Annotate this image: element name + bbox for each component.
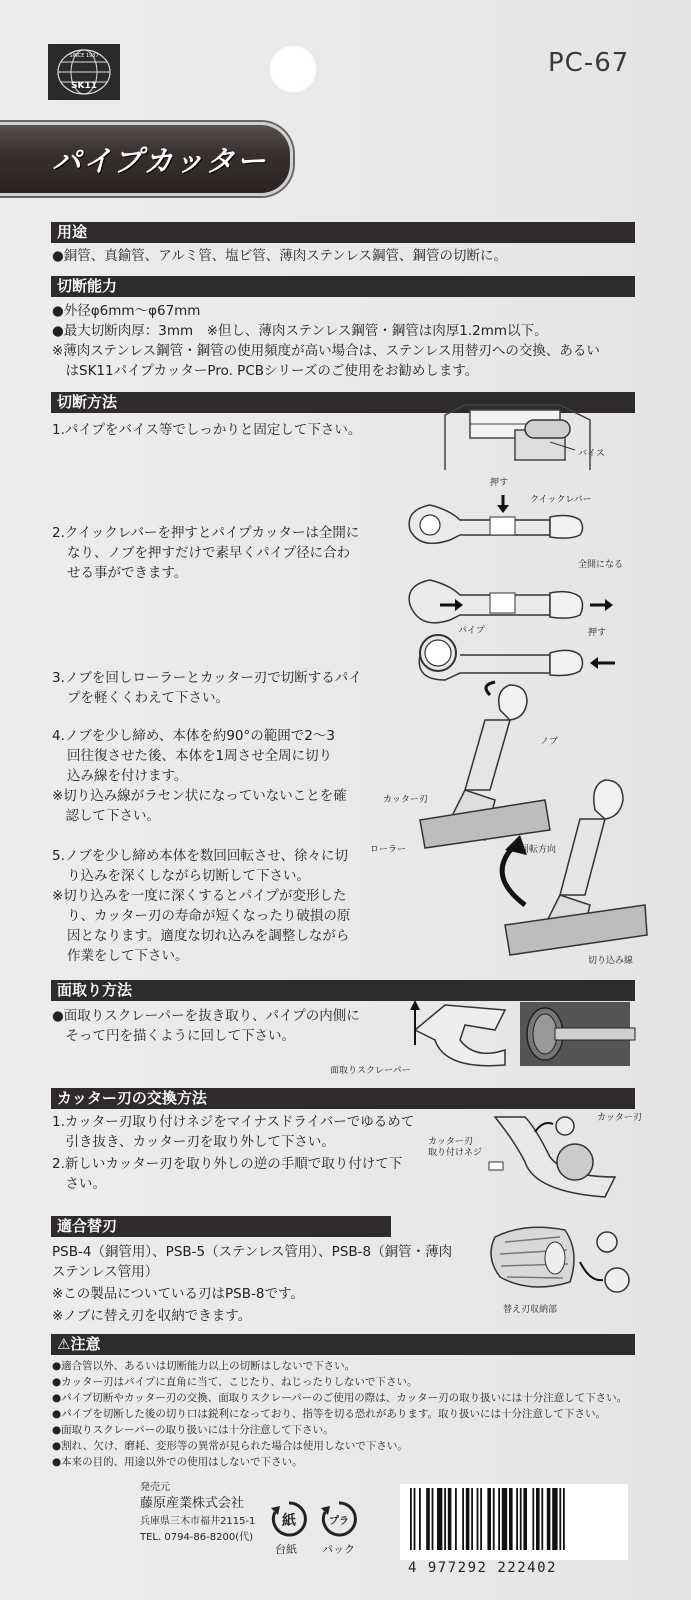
plastic-recycle-glyph: プラ xyxy=(329,1516,349,1527)
usage-line: ●銅管、真鍮管、アルミ管、塩ビ管、薄肉ステンレス鋼管、鋼管の切断に。 xyxy=(52,248,508,264)
blades-line: ※ノブに替え刃を収納できます。 xyxy=(52,1308,252,1324)
method-step4: 回往復させた後、本体を1周させ全周に切り xyxy=(67,748,333,764)
barcode-bar xyxy=(480,1488,482,1550)
method-step5: り、カッター刃の寿命が短くなったり破損の原 xyxy=(67,908,351,924)
label-chamfer-scraper: 面取りスクレーパー xyxy=(330,1066,411,1076)
label-full-open: 全開になる xyxy=(578,560,624,570)
barcode-bar xyxy=(536,1488,540,1550)
method-step5: 5.ノブを少し締め本体を数回回転させ、徐々に切 xyxy=(52,848,348,864)
method-step5: 作業をして下さい。 xyxy=(67,948,189,964)
label-replace-screw-1: カッター刃 xyxy=(428,1137,473,1147)
company-address: 兵庫県三木市福井2115-1 xyxy=(140,1516,256,1527)
sk11-logo xyxy=(48,44,120,100)
blades-line: PSB-4（銅管用）、PSB-5（ステンレス管用）、PSB-8（銅管・薄肉 xyxy=(52,1244,453,1260)
barcode-bar xyxy=(493,1488,495,1550)
caution-line: ●パイプ切断やカッター刃の交換、面取りスクレーパーのご使用の際は、カッター刃の取り扱いには十分注意して下さい。 xyxy=(52,1392,628,1404)
method-step2: 2.クイックレバーを押すとパイプカッターは全開に xyxy=(52,525,360,541)
chamfer-line: ●面取りスクレーパーを抜き取り、パイプの内側に xyxy=(52,1008,360,1024)
capacity-line: ●最大切断肉厚：3mm ※但し、薄肉ステンレス鋼管・鋼管は肉厚1.2mm以下。 xyxy=(52,323,548,339)
company-tel: TEL. 0794-86-8200(代) xyxy=(140,1532,253,1543)
barcode-bar xyxy=(547,1488,551,1550)
knob-storage-illustration xyxy=(485,1222,645,1302)
capacity-line: はSK11パイプカッターPro. PCBシリーズのご使用をお勧めします。 xyxy=(52,363,479,379)
label-quick-lever: クイックレバー xyxy=(530,495,592,505)
barcode-bar xyxy=(462,1488,464,1550)
method-step4: 4.ノブを少し締め、本体を約90°の範囲で2〜3 xyxy=(52,728,335,744)
chamfer-line: そって円を描くように回して下さい。 xyxy=(52,1028,295,1044)
method-step4: ※切り込み線がラセン状になっていないことを確 xyxy=(52,788,347,804)
method-step3: 3.ノブを回しローラーとカッター刃で切断するパイ xyxy=(52,670,362,686)
label-roller: ローラー xyxy=(370,845,407,855)
barcode-bar xyxy=(444,1488,446,1550)
section-usage-heading: 用途 xyxy=(51,222,635,243)
product-title-banner xyxy=(0,122,293,196)
caution-line: ●適合管以外、あるいは切断能力以上の切断はしないで下さい。 xyxy=(52,1360,356,1372)
label-cutter-blade: カッター刃 xyxy=(383,795,428,805)
label-rotation: 回転方向 xyxy=(520,845,557,855)
section-replace-heading: カッター刃の交換方法 xyxy=(51,1088,635,1109)
paper-recycle-label: 台紙 xyxy=(275,1543,297,1556)
label-replace-screw-2: 取り付けネジ xyxy=(428,1148,483,1158)
barcode-bar xyxy=(477,1488,479,1550)
capacity-line: ●外径φ6mm〜φ67mm xyxy=(52,303,201,319)
barcode-bar xyxy=(520,1488,522,1550)
method-step1: 1.パイプをバイス等でしっかりと固定して下さい。 xyxy=(52,422,362,438)
label-vise: バイス xyxy=(578,449,605,459)
label-cut-line: 切り込み線 xyxy=(588,956,634,966)
label-knob: ノブ xyxy=(540,737,559,747)
method-step3: プを軽くくわえて下さい。 xyxy=(67,690,229,706)
replace-line: さい。 xyxy=(52,1176,106,1192)
logo-text: SK11 xyxy=(71,81,97,91)
chamfer-illustration xyxy=(405,1000,645,1070)
method-step5: 因となります。適度な切れ込みを調整しながら xyxy=(67,928,350,944)
barcode-number: 4 977292 222402 xyxy=(408,1560,557,1576)
barcode-bars xyxy=(400,1484,628,1554)
company-name: 藤原産業株式会社 xyxy=(140,1496,245,1511)
vise-illustration xyxy=(440,400,640,475)
replace-line: 2.新しいカッター刃を取り外しの逆の手順で取り付けて下 xyxy=(52,1156,403,1172)
caution-line: ●パイプを切断した後の切り口は鋭利になっており、指等を切る恐れがあります。取り扱いには十分注意して下さい。 xyxy=(52,1408,607,1420)
section-blades-heading: 適合替刃 xyxy=(51,1216,391,1237)
paper-recycle-glyph: 紙 xyxy=(282,1513,296,1529)
method-step5: ※切り込みを一度に深くするとパイプが変形した xyxy=(52,888,347,904)
barcode-bar xyxy=(487,1488,491,1550)
barcode-bar xyxy=(502,1488,507,1550)
barcode-bar xyxy=(563,1488,565,1550)
caution-line: ●カッター刃はパイプに直角に当て、こじたり、ねじったりしないで下さい。 xyxy=(52,1376,418,1388)
caution-line: ●本来の目的、用途以外での使用はしないで下さい。 xyxy=(52,1456,303,1468)
plastic-recycle-label: パック xyxy=(322,1543,355,1556)
barcode-bar xyxy=(541,1488,543,1550)
logo-ring-text: SINCE 1937 xyxy=(69,53,99,59)
barcode-bar xyxy=(471,1488,473,1550)
barcode-bar xyxy=(426,1488,430,1550)
paper-recycle-icon xyxy=(270,1500,308,1538)
barcode-bar xyxy=(559,1488,561,1550)
barcode-bar xyxy=(516,1488,518,1550)
label-blade-storage: 替え刃収納部 xyxy=(503,1305,558,1315)
caution-line: ●面取りスクレーパーの取り扱いには十分注意して下さい。 xyxy=(52,1424,334,1436)
hang-hole xyxy=(268,44,318,94)
barcode-bar xyxy=(532,1488,534,1550)
barcode-bar xyxy=(523,1488,527,1550)
label-push: 押す xyxy=(490,478,509,488)
caution-line: ●割れ、欠け、磨耗、変形等の異常が見られた場合は使用しないで下さい。 xyxy=(52,1440,408,1452)
product-title: パイプカッター xyxy=(52,144,268,178)
plastic-recycle-icon xyxy=(320,1500,358,1538)
model-number: PC-67 xyxy=(548,48,630,78)
blade-replace-illustration xyxy=(475,1112,645,1202)
section-capacity-heading: 切断能力 xyxy=(51,276,635,297)
barcode-bar xyxy=(466,1488,470,1550)
barcode-bar xyxy=(437,1488,442,1550)
barcode-bar xyxy=(498,1488,500,1550)
barcode-bar xyxy=(448,1488,452,1550)
method-step2: なり、ノブを押すだけで素早くパイプ径に合わ xyxy=(67,545,351,561)
capacity-line: ※薄肉ステンレス鋼管・鋼管の使用頻度が高い場合は、ステンレス用替刃への交換、あるい xyxy=(52,343,600,359)
barcode-bar xyxy=(552,1488,557,1550)
replace-line: 1.カッター刃取り付けネジをマイナスドライバーでゆるめて xyxy=(52,1114,415,1130)
method-step4: 認して下さい。 xyxy=(52,808,160,824)
section-caution-heading: ⚠注意 xyxy=(51,1334,635,1355)
barcode xyxy=(400,1484,628,1560)
barcode-bar xyxy=(509,1488,513,1550)
seller-label: 発売元 xyxy=(140,1482,170,1493)
blades-line: ステンレス管用） xyxy=(52,1264,159,1280)
label-pipe: パイプ xyxy=(458,626,485,636)
section-method-heading: 切断方法 xyxy=(51,392,635,413)
label-push2: 押す xyxy=(588,628,607,638)
barcode-bar xyxy=(419,1488,421,1550)
barcode-bar xyxy=(414,1488,416,1550)
method-step2: せる事ができます。 xyxy=(67,565,188,581)
cutter-rotation-illustration xyxy=(485,775,650,960)
method-step5: り込みを深くしながら切断して下さい。 xyxy=(67,868,310,884)
barcode-bar xyxy=(410,1488,412,1550)
barcode-bar xyxy=(455,1488,457,1550)
method-step4: 込み線を付けます。 xyxy=(67,768,188,784)
blades-line: ※この製品についている刃はPSB-8です。 xyxy=(52,1286,304,1302)
section-chamfer-heading: 面取り方法 xyxy=(51,980,635,1001)
label-replace-blade: カッター刃 xyxy=(597,1113,642,1123)
barcode-bar xyxy=(432,1488,434,1550)
replace-line: 引き抜き、カッター刃を取り外して下さい。 xyxy=(52,1134,335,1150)
